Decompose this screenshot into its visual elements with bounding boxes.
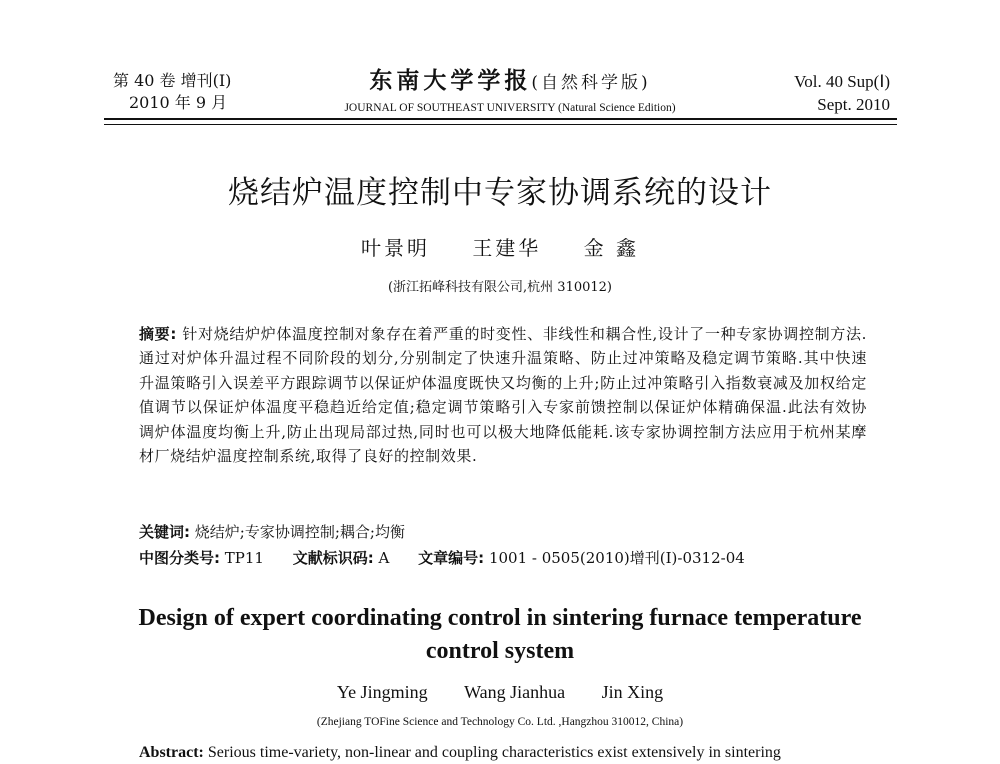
author-cn: 金 鑫 xyxy=(583,236,640,260)
paper-title-cn: 烧结炉温度控制中专家协调系统的设计 xyxy=(228,175,772,211)
abstract-text-en: Serious time-variety, non-linear and coupling characteristics exist extensively in sintering xyxy=(207,744,781,761)
article-no-item xyxy=(418,547,745,569)
author-en: Wang Jianhua xyxy=(464,682,566,702)
abstract-en xyxy=(139,742,879,764)
date-en: Sept. 2010 xyxy=(817,95,890,114)
keywords-cn xyxy=(139,521,405,543)
article-no-label: 文章编号: xyxy=(418,549,485,567)
header-rule-thin xyxy=(104,124,897,125)
keywords-text-cn: 烧结炉;专家协调控制;耦合;均衡 xyxy=(194,523,405,541)
doc-code-value: A xyxy=(378,549,390,567)
journal-title-cn: 东南大学学报 xyxy=(369,67,532,94)
abstract-text-cn: 针对烧结炉炉体温度控制对象存在着严重的时变性、非线性和耦合性,设计了一种专家协调控制方法.通过对炉体升温过程不同阶段的划分,分别制定了快速升温策略、防止过冲策略及稳定调节策略.其中快速升温策略引入误差平方跟踪调节以保证炉体温度既快又均衡的上升;防止过冲策略引入指数衰减及加权给定值调节以保证炉体温度平稳趋近给定值;稳定调节策略引入专家前馈控制以保证炉体精确保温.此法有效协调炉体温度均衡上升,防止出现局部过热,同时也可以极大地降低能耗.该专家协调控制方法应用于杭州某摩材厂烧结炉温度控制系统,取得了良好的控制效果. xyxy=(139,325,868,466)
classification-line xyxy=(139,547,879,569)
journal-header xyxy=(0,0,1000,130)
journal-edition-cn: (自然科学版) xyxy=(531,73,651,93)
keywords-label-cn: 关键词: xyxy=(139,523,190,541)
volume-cn: 第 40 卷 增刊(Ⅰ) xyxy=(113,71,232,90)
author-en: Jin Xing xyxy=(601,682,664,702)
authors-cn xyxy=(0,234,1000,262)
affiliation-cn: (浙江拓峰科技有限公司,杭州 310012) xyxy=(387,280,613,295)
journal-name-en: JOURNAL OF SOUTHEAST UNIVERSITY (Natural Science Edition) xyxy=(344,102,676,114)
author-en: Ye Jingming xyxy=(336,682,428,702)
clc-label: 中图分类号: xyxy=(139,549,220,567)
clc-value: TP11 xyxy=(224,549,264,567)
header-left xyxy=(113,70,231,114)
abstract-cn xyxy=(139,322,867,468)
header-right xyxy=(794,70,890,116)
doc-code-label: 文献标识码: xyxy=(292,549,374,567)
paper-title-en: Design of expert coordinating control in sintering furnace temperature control system xyxy=(138,605,862,664)
abstract-label-en: Abstract: xyxy=(139,744,204,761)
journal-name-cn xyxy=(300,66,720,98)
volume-en: Vol. 40 Sup(Ⅰ) xyxy=(794,72,890,91)
abstract-label-cn: 摘要: xyxy=(139,325,177,343)
doc-code-item xyxy=(293,547,390,569)
authors-en xyxy=(0,680,1000,704)
author-cn: 王建华 xyxy=(472,236,542,260)
article-no-value: 1001 - 0505(2010)增刊(Ⅰ)-0312-04 xyxy=(488,549,745,567)
header-center xyxy=(300,66,720,116)
author-cn: 叶景明 xyxy=(360,236,430,260)
clc-item xyxy=(139,547,264,569)
header-rule-thick xyxy=(104,118,897,120)
affiliation-en: (Zhejiang TOFine Science and Technology Co. Ltd. ,Hangzhou 310012, China) xyxy=(316,716,684,728)
date-cn: 2010 年 9 月 xyxy=(129,93,228,112)
